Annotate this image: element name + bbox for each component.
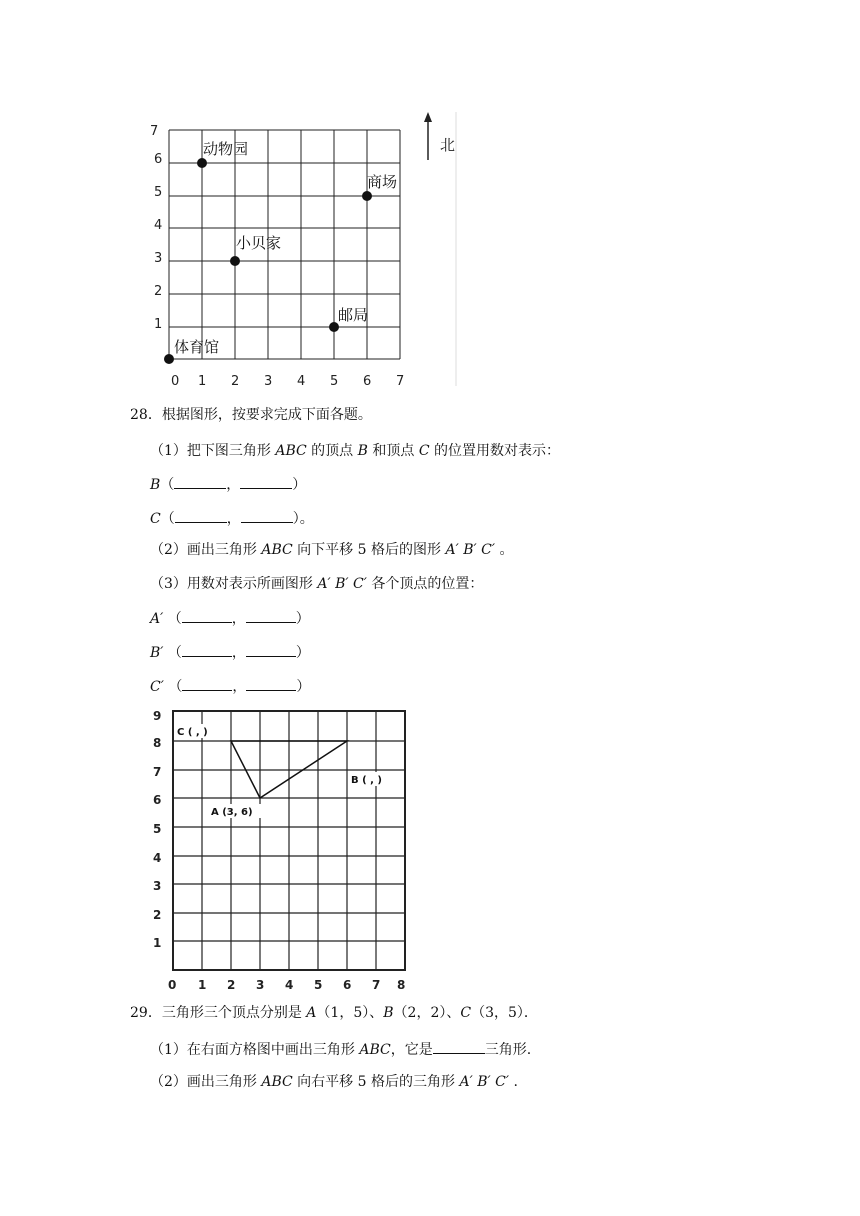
- grid2-x-tick: 6: [343, 978, 352, 992]
- q28-title-text: 根据图形，按要求完成下面各题。: [161, 407, 372, 423]
- paren-open: （: [168, 679, 183, 695]
- q29-c-coord: （3，5）: [471, 1005, 524, 1021]
- grid2-x-ticks: [168, 978, 405, 992]
- q29-c: C: [460, 1005, 472, 1021]
- place-dot-mall: [362, 191, 372, 201]
- q29-number: 29．: [130, 1005, 162, 1021]
- map-y-tick: 6: [154, 152, 163, 167]
- paren-open: （: [167, 645, 182, 661]
- q28-p2-text: （2）画出三角形: [150, 542, 262, 558]
- answer-blank[interactable]: [246, 608, 296, 623]
- q28-c-prime-answer: [150, 676, 310, 696]
- grid2-y-ticks: [153, 709, 161, 950]
- q28-b-answer: [150, 474, 306, 494]
- q29-sep: 、: [446, 1005, 461, 1021]
- grid2-x-tick: 2: [227, 978, 236, 992]
- q29-p2-text: 向右平移 5 格后的三角形: [292, 1074, 460, 1090]
- map-x-ticks: [171, 374, 404, 389]
- grid2-y-tick: 8: [153, 736, 162, 750]
- grid2-y-tick: 7: [153, 765, 162, 779]
- q29-b: B: [383, 1005, 394, 1021]
- var-c-prime: C′: [150, 679, 164, 695]
- map-y-tick: 5: [154, 185, 163, 200]
- q29-p2-prime: A′ B′ C′: [459, 1074, 509, 1090]
- q29-p2-abc: ABC: [261, 1074, 293, 1090]
- place-dot-home: [230, 256, 240, 266]
- place-dot-gym: [164, 354, 174, 364]
- q28-p1-abc: ABC: [275, 443, 307, 459]
- map-places: [164, 140, 397, 364]
- q29-part2: [150, 1073, 518, 1091]
- q29-p2-text: （2）画出三角形: [150, 1074, 262, 1090]
- q28-title: [130, 406, 372, 424]
- grid2-y-tick: 3: [153, 879, 162, 893]
- place-label-mall: 商场: [367, 173, 398, 191]
- paren-open: （: [167, 611, 182, 627]
- q29-sep: 、: [369, 1005, 384, 1021]
- paren-close: ）: [295, 645, 310, 661]
- q29-p1-abc: ABC: [359, 1042, 391, 1058]
- triangle-grid-figure: [0, 700, 860, 1000]
- q28-b-prime-answer: [150, 642, 310, 662]
- answer-blank[interactable]: [240, 474, 292, 489]
- paren-close: ）: [296, 679, 311, 695]
- paren-open: （: [160, 511, 175, 527]
- map-x-tick: 5: [330, 374, 339, 389]
- place-label-zoo: 动物园: [203, 140, 249, 158]
- grid2-y-tick: 4: [153, 851, 162, 865]
- map-y-tick: 7: [150, 124, 159, 139]
- q28-part1: [150, 442, 560, 460]
- q28-p1-text: 的顶点: [306, 443, 358, 459]
- q29-p1-text: ，它是: [390, 1042, 433, 1058]
- north-arrow-icon: [424, 112, 455, 160]
- vertex-label-b: B ( , ): [351, 775, 383, 786]
- q28-part3: [150, 575, 483, 593]
- q28-p1-text: （1）把下图三角形: [150, 443, 276, 459]
- map-x-tick: 7: [396, 374, 405, 389]
- map-x-tick: 6: [363, 374, 372, 389]
- place-dot-zoo: [197, 158, 207, 168]
- grid2-x-tick: 4: [285, 978, 294, 992]
- comma: ，: [232, 679, 247, 695]
- answer-blank[interactable]: [182, 676, 232, 691]
- q28-p1-text: 和顶点: [367, 443, 419, 459]
- var-b-prime: B′: [150, 645, 164, 661]
- vertex-label-a: A (3, 6): [211, 807, 253, 818]
- place-label-home: 小贝家: [236, 234, 282, 252]
- grid2-y-tick: 5: [153, 822, 162, 836]
- grid2-x-tick: 0: [168, 978, 177, 992]
- q28-part2: [150, 541, 513, 559]
- paren-close: ）: [292, 477, 307, 493]
- grid2-y-tick: 2: [153, 908, 162, 922]
- answer-blank[interactable]: [246, 676, 296, 691]
- comma: ，: [231, 645, 246, 661]
- comma: ，: [231, 611, 246, 627]
- map-figure: [0, 0, 860, 400]
- grid2-x-tick: 1: [198, 978, 207, 992]
- q28-p3-text: 各个顶点的位置：: [366, 576, 484, 592]
- grid2-lines: [173, 711, 405, 970]
- grid2-x-tick: 3: [256, 978, 265, 992]
- q29-p1-text: 三角形.: [484, 1042, 532, 1058]
- q28-p2-text: 。: [495, 542, 514, 558]
- q29-text: ．: [523, 1005, 538, 1021]
- answer-blank[interactable]: [175, 508, 227, 523]
- answer-blank[interactable]: [246, 642, 296, 657]
- q28-p3-prime: A′ B′ C′: [317, 576, 367, 592]
- north-label: 北: [440, 136, 456, 154]
- q29-a-coord: （1，5）: [316, 1005, 370, 1021]
- grid2-y-tick: 9: [153, 709, 162, 723]
- q28-c-answer: [150, 508, 314, 528]
- q29-intro: [130, 1004, 538, 1022]
- map-y-tick: 1: [154, 317, 163, 332]
- map-x-tick: 3: [264, 374, 273, 389]
- q28-p2-abc: ABC: [261, 542, 293, 558]
- grid2-x-tick: 8: [397, 978, 406, 992]
- var-b: B: [150, 477, 161, 493]
- answer-blank[interactable]: [174, 474, 226, 489]
- map-y-tick: 2: [154, 284, 163, 299]
- grid2-y-tick: 1: [153, 936, 162, 950]
- answer-blank[interactable]: [182, 642, 232, 657]
- q29-part1: [150, 1039, 531, 1059]
- q29-p1-text: （1）在右面方格图中画出三角形: [150, 1042, 360, 1058]
- q29-text: 三角形三个顶点分别是: [161, 1005, 307, 1021]
- vertex-label-c: C ( , ): [177, 727, 208, 738]
- q28-number: 28．: [130, 407, 162, 423]
- map-x-tick: 2: [231, 374, 240, 389]
- var-c: C: [150, 511, 161, 527]
- q28-p1-text: 的位置用数对表示：: [429, 443, 561, 459]
- map-x-tick: 0: [171, 374, 180, 389]
- place-label-post: 邮局: [338, 306, 369, 324]
- answer-blank[interactable]: [433, 1039, 485, 1054]
- q28-p3-text: （3）用数对表示所画图形: [150, 576, 318, 592]
- q29-b-coord: （2，2）: [393, 1005, 447, 1021]
- map-y-ticks: [150, 124, 162, 332]
- var-a-prime: A′: [150, 611, 164, 627]
- map-x-tick: 4: [297, 374, 306, 389]
- answer-blank[interactable]: [241, 508, 293, 523]
- q28-p2-text: 向下平移 5 格后的图形: [292, 542, 446, 558]
- map-x-tick: 1: [198, 374, 207, 389]
- q28-p1-c: C: [418, 443, 430, 459]
- grid2-y-tick: 6: [153, 793, 162, 807]
- place-label-gym: 体育馆: [174, 338, 220, 356]
- grid2-x-tick: 7: [372, 978, 381, 992]
- q29-p2-text: .: [509, 1074, 518, 1090]
- answer-blank[interactable]: [182, 608, 232, 623]
- comma: ，: [226, 477, 241, 493]
- q28-p1-b: B: [357, 443, 368, 459]
- grid2-x-tick: 5: [314, 978, 323, 992]
- paren-close: ）: [295, 611, 310, 627]
- map-y-tick: 3: [154, 251, 163, 266]
- paren-close: ）。: [292, 511, 314, 527]
- map-y-tick: 4: [154, 218, 163, 233]
- comma: ，: [226, 511, 241, 527]
- q28-p2-prime: A′ B′ C′: [445, 542, 495, 558]
- q29-a: A: [306, 1005, 317, 1021]
- paren-open: （: [160, 477, 175, 493]
- q28-a-prime-answer: [150, 608, 310, 628]
